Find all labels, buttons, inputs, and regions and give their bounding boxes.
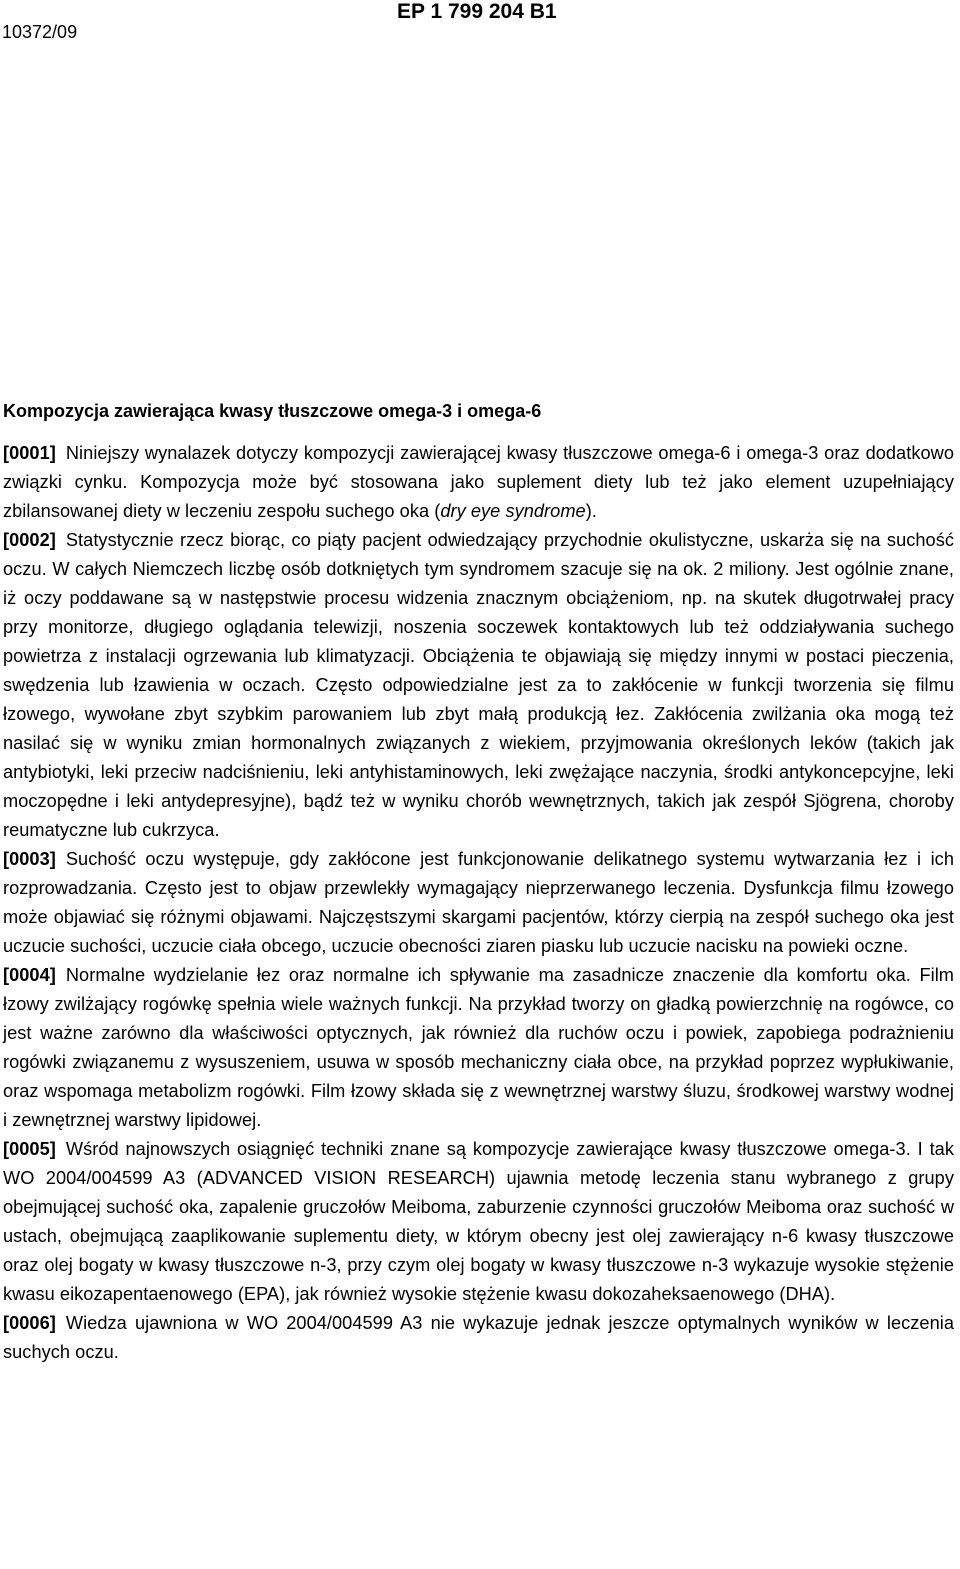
paragraph-text: Statystycznie rzecz biorąc, co piąty pacjent odwiedzający przychodnie okulistyczne, uskarża się na suchość oczu. W całych Niemczech liczbę osób dotkniętych tym syndromem szacuje się na ok. 2 miliony. Jest ogólnie znane, iż oczy poddawane są w następstwie procesu widzenia znacznym obciążeniom, np. na skutek długotrwałej pracy przy monitorze, długiego oglądania telewizji, noszenia soczewek kontaktowych lub też oddziaływania suchego powietrza z instalacji ogrzewania lub klimatyzacji. Obciążenia te objawiają się między innymi w postaci pieczenia, swędzenia lub łzawienia w oczach. Często odpowiedzialne jest za to zakłócenie w funkcji tworzenia się filmu łzowego, wywołane zbyt szybkim parowaniem lub zbyt małą produkcją łez. Zakłócenia zwilżania oka mogą też nasilać się w wyniku zmian hormonalnych związanych z wiekiem, przyjmowania określonych leków (takich jak antybiotyki, leki przeciw nadciśnieniu, leki antyhistaminowych, leki zwężające naczynia, środki antykoncepcyjne, leki moczopędne i leki antydepresyjne), bądź też w wyniku chorób wewnętrznych, takich jak zespół Sjögrena, choroby reumatyczne lub cukrzyca.: [3, 530, 954, 840]
paragraph-tail: ).: [585, 501, 597, 521]
paragraph-number: [0004]: [3, 965, 56, 985]
paragraph-0006: [3, 1309, 954, 1367]
paragraph-text: Wśród najnowszych osiągnięć techniki znane są kompozycje zawierające kwasy tłuszczowe omega-3. I tak WO 2004/004599 A3 (ADVANCED VISION RESEARCH) ujawnia metodę leczenia stanu wybranego z grupy obejmującej suchość oka, zapalenie gruczołów Meiboma, zaburzenie czynności gruczołów Meiboma oraz suchość w ustach, obejmującą zaaplikowanie suplementu diety, w którym obecny jest olej zawierający n-6 kwasy tłuszczowe oraz olej bogaty w kwasy tłuszczowe n-3, przy czym olej bogaty w kwasy tłuszczowe n-3 wykazuje wysokie stężenie kwasu eikozapentaenowego (EPA), jak również wysokie stężenie kwasu dokozaheksaenowego (DHA).: [3, 1139, 954, 1304]
patent-number: EP 1 799 204 B1: [397, 0, 557, 23]
paragraph-0003: [3, 845, 954, 961]
paragraph-number: [0006]: [3, 1313, 56, 1333]
document-title: Kompozycja zawierająca kwasy tłuszczowe omega-3 i omega-6: [3, 401, 542, 421]
paragraph-0005: [3, 1135, 954, 1309]
paragraph-0002: [3, 526, 954, 845]
paragraph-number: [0001]: [3, 443, 56, 463]
paragraph-0004: [3, 961, 954, 1135]
document-number: 10372/09: [2, 22, 78, 42]
document-body: [3, 397, 954, 1367]
paragraph-text: Niniejszy wynalazek dotyczy kompozycji zawierającej kwasy tłuszczowe omega-6 i omega-3 oraz dodatkowo związki cynku. Kompozycja może być stosowana jako suplement diety lub też jako element uzupełniający zbilansowanej diety w leczeniu zespołu suchego oka (: [3, 443, 954, 521]
paragraph-text: Wiedza ujawniona w WO 2004/004599 A3 nie wykazuje jednak jeszcze optymalnych wyników w leczenia suchych oczu.: [3, 1313, 954, 1362]
paragraph-text: Suchość oczu występuje, gdy zakłócone jest funkcjonowanie delikatnego systemu wytwarzania łez i ich rozprowadzania. Często jest to objaw przewlekły wymagający nieprzerwanego leczenia. Dysfunkcja filmu łzowego może objawiać się różnymi objawami. Najczęstszymi skargami pacjentów, którzy cierpią na zespół suchego oka jest uczucie suchości, uczucie ciała obcego, uczucie obecności ziaren piasku lub uczucie nacisku na powieki oczne.: [3, 849, 954, 956]
paragraph-number: [0002]: [3, 530, 56, 550]
paragraph-number: [0005]: [3, 1139, 56, 1159]
paragraph-0001: [3, 439, 954, 526]
paragraph-number: [0003]: [3, 849, 56, 869]
paragraph-italic-term: dry eye syndrome: [440, 501, 586, 521]
paragraph-text: Normalne wydzielanie łez oraz normalne ich spływanie ma zasadnicze znaczenie dla komfortu oka. Film łzowy zwilżający rogówkę spełnia wiele ważnych funkcji. Na przykład tworzy on gładką powierzchnię na rogówce, co jest ważne zarówno dla właściwości optycznych, jak również dla ruchów oczu i powiek, zapobiega podrażnieniu rogówki związanemu z wysuszeniem, usuwa w sposób mechaniczny ciała obce, na przykład poprzez wypłukiwanie, oraz wspomaga metabolizm rogówki. Film łzowy składa się z wewnętrznej warstwy śluzu, środkowej warstwy wodnej i zewnętrznej warstwy lipidowej.: [3, 965, 954, 1130]
